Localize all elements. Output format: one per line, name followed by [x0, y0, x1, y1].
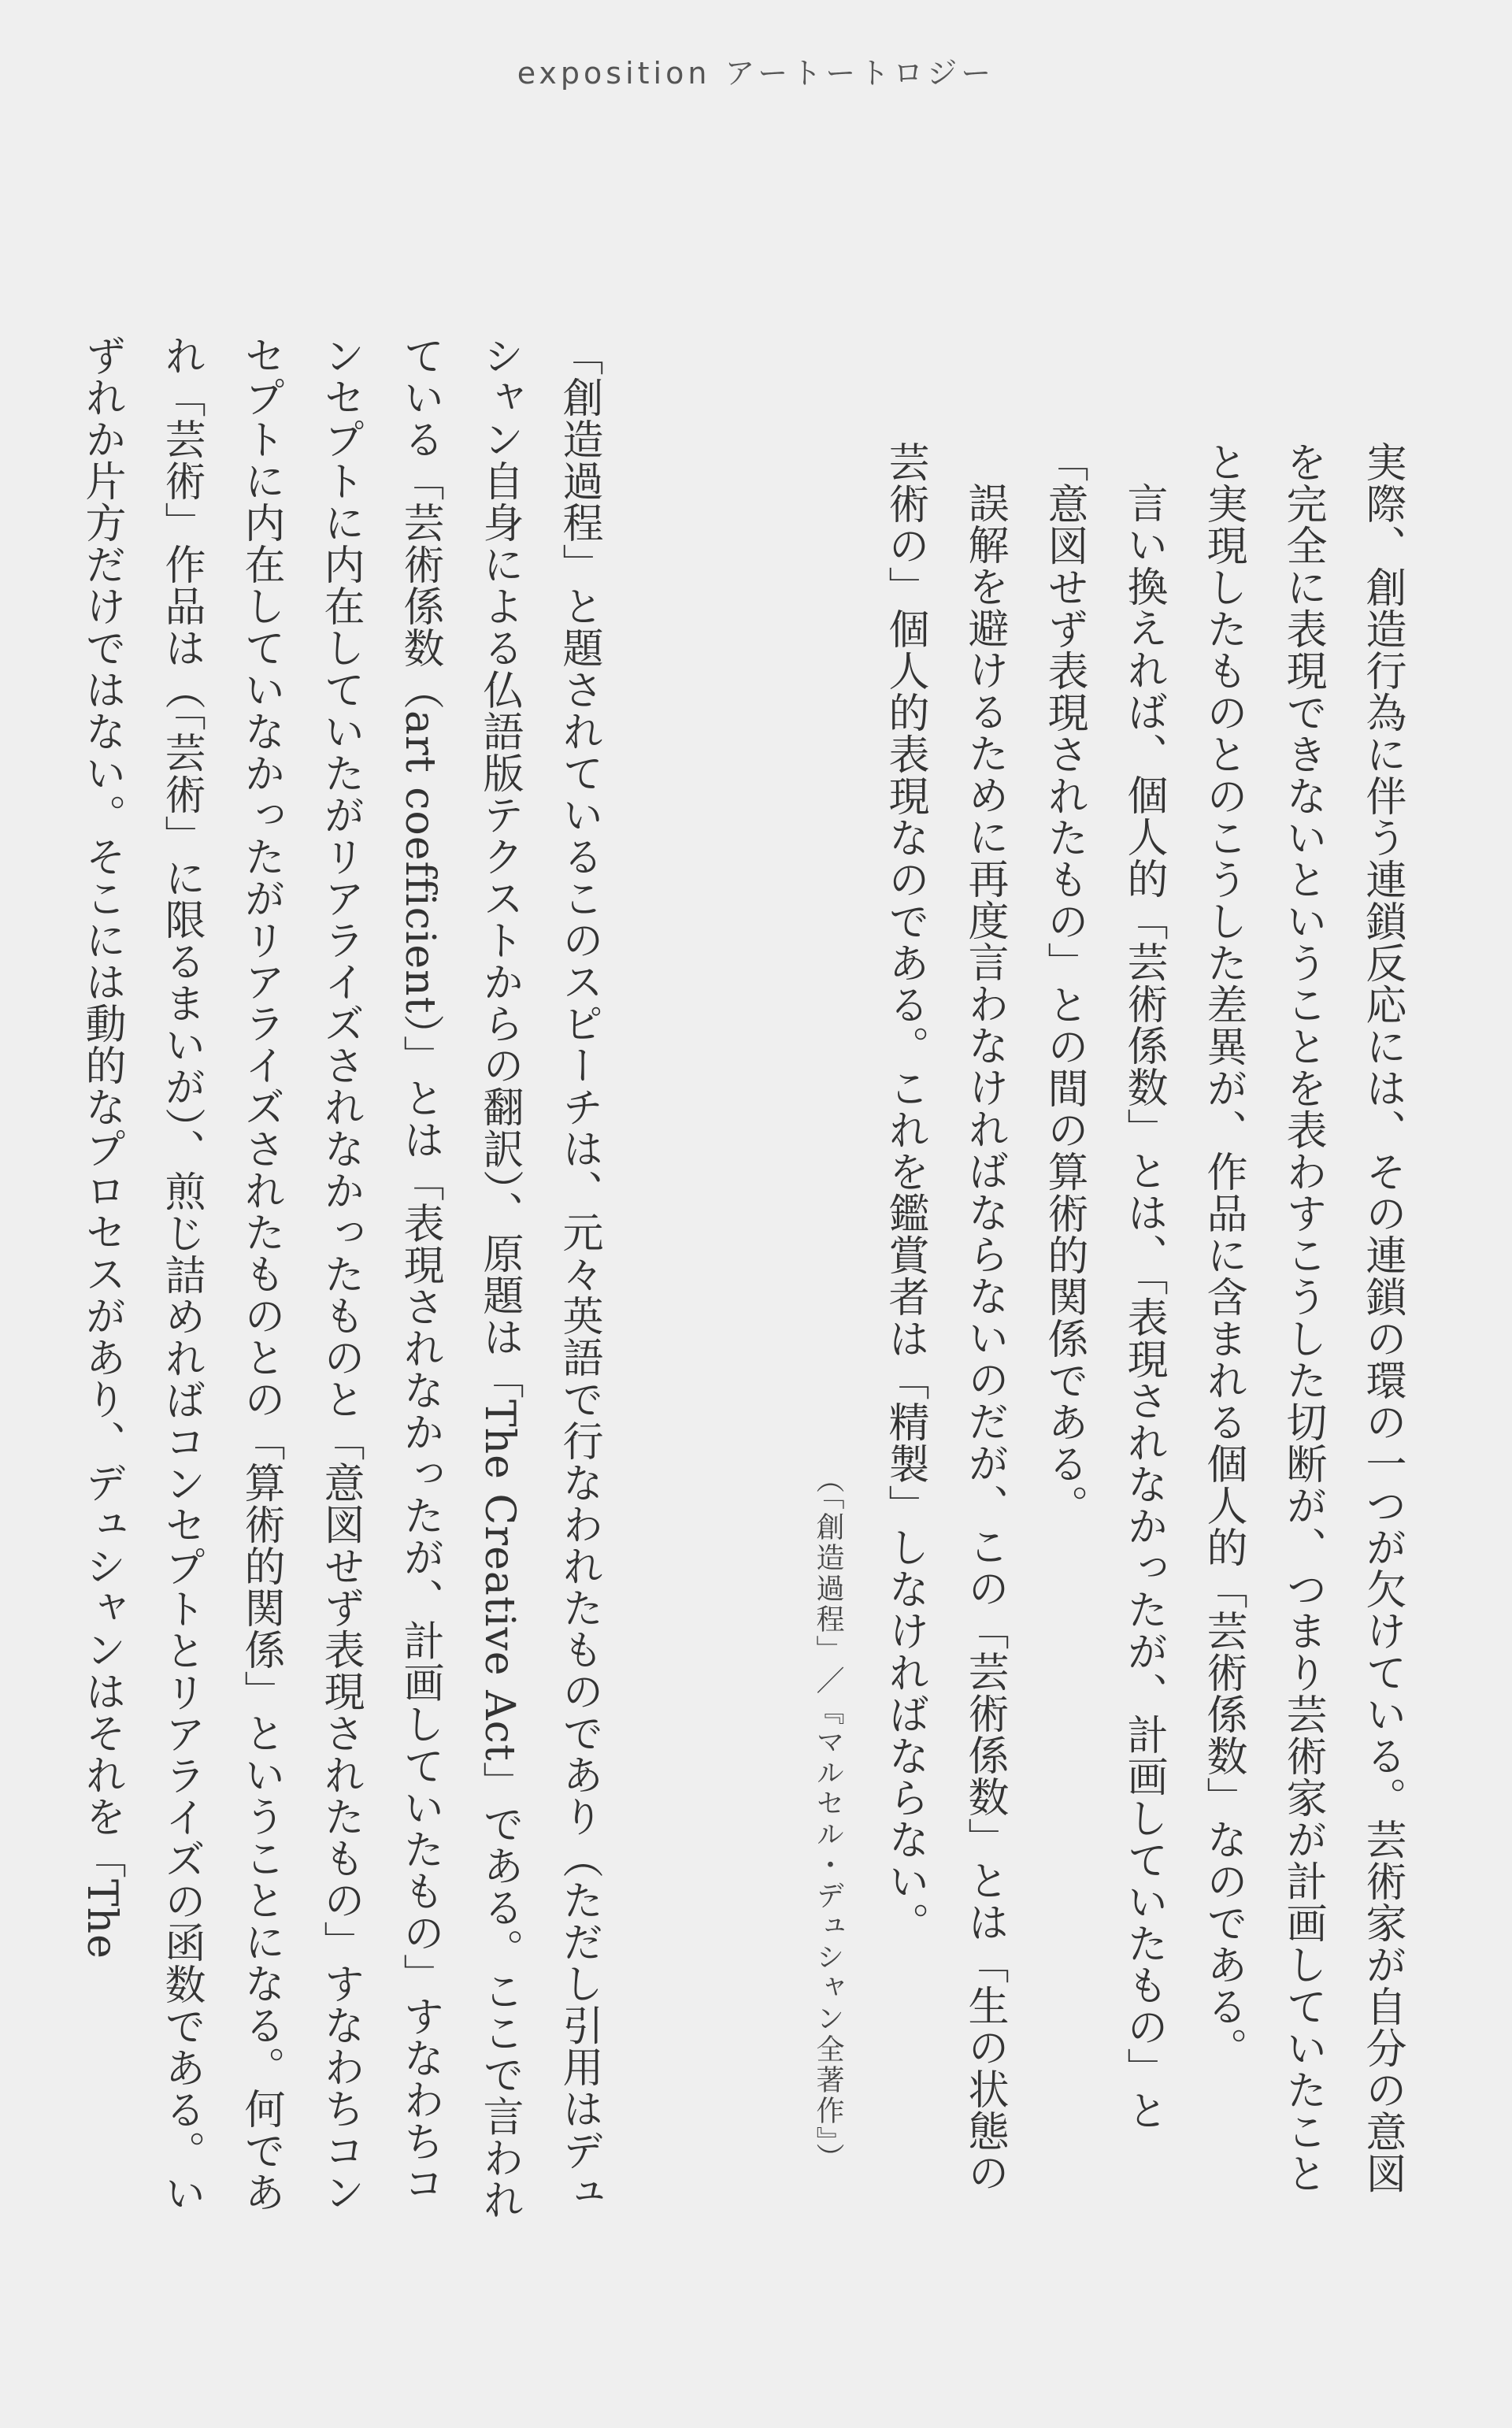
quote-block	[870, 441, 1421, 2213]
quote-paragraph-2: 言い換えれば、個人的「芸術係数」とは、「表現されなかったが、計画していたもの」と「意図せず表現されたもの」との間の算術的関係である。	[1040, 441, 1167, 2131]
quote-paragraph-1: 実際、創造行為に伴う連鎖反応には、その連鎖の環の一つが欠けている。芸術家が自分の意図を完全に表現できないということを表わすこうした切断が、つまり芸術家が計画していたことと実現したものとのこうした差異が、作品に含まれる個人的「芸術係数」なのである。	[1199, 441, 1406, 2194]
commentary-paragraph: 「創造過程」と題されているこのスピーチは、元々英語で行なわれたものであり（ただし引用はデュシャン自身による仏語版テクストからの翻訳）、原題は「The Creative Act」である。ここで言われている「芸術係数（art coefficient）」とは「表現されなかったが、計画していたもの」すなわちコンセプトに内在していたがリアライズされなかったものと「意図せず表現されたもの」すなわちコンセプトに内在していなかったがリアライズされたものとの「算術的関係」ということになる。何であれ「芸術」作品は（「芸術」に限るまいが）、煎じ詰めればコンセプトとリアライズの函数である。いずれか片方だけではない。そこには動的なプロセスがあり、デュシャンはそれを「The	[78, 335, 602, 2221]
quote-paragraph-3: 誤解を避けるために再度言わなければならないのだが、この「芸術係数」とは「生の状態の芸術の」個人的表現なのである。これを鑑賞者は「精製」しなければならない。	[881, 441, 1008, 2193]
quote-citation: （「創造過程」／『マルセル・デュシャン全著作』）	[812, 1465, 844, 2174]
page-header	[0, 49, 1512, 92]
header-label: exposition	[517, 56, 711, 91]
header-title: アートートロジー	[724, 56, 995, 91]
commentary-block	[78, 335, 618, 2225]
